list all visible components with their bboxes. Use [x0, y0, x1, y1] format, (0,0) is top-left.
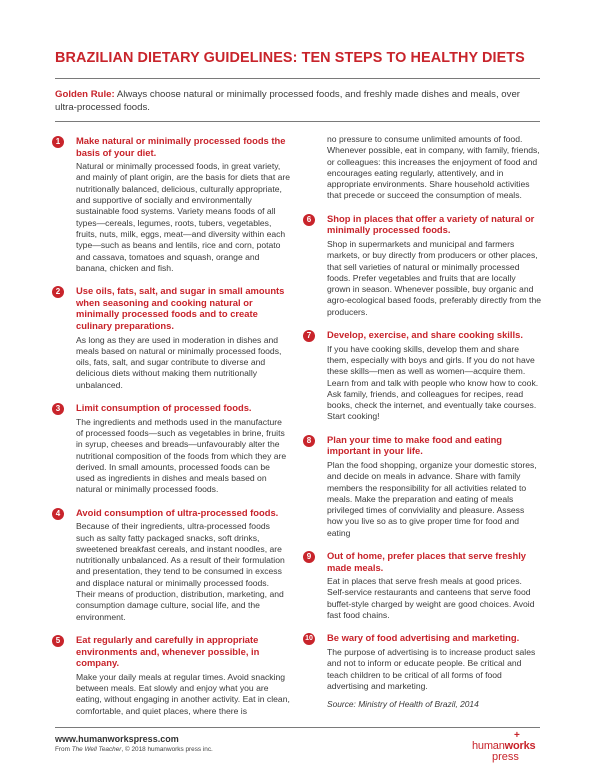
step-title: Plan your time to make food and eating important in your life. [327, 433, 503, 457]
step-title: Make natural or minimally processed foods the basis of your diet. [76, 135, 286, 158]
step-2 [52, 285, 290, 391]
golden-rule [55, 88, 525, 114]
footer-url-link[interactable]: www.humanworkspress.com [55, 734, 179, 744]
humanworks-press-logo [472, 730, 542, 764]
step-body: Make your daily meals at regular times. Avoid snacking between meals. Eat slowly and enjoy what you are eating, without engaging in another activity. Eat in clean, comfortable, and quiet places, where there is [76, 671, 290, 716]
step-title: Shop in places that offer a variety of natural or minimally processed foods. [327, 212, 535, 236]
step-number-badge: 8 [303, 435, 315, 447]
credit-prefix: From [55, 746, 72, 753]
credit-book-title: The Well Teacher [71, 746, 122, 753]
step-body: The purpose of advertising is to increase product sales and not to inform or educate people. Be critical and teach children to be critical of all forms of food advertising and marketing. [327, 646, 536, 691]
golden-rule-divider [55, 121, 540, 122]
step-body: As long as they are used in moderation in dishes and meals based on natural or minimally processed foods, oils, fats, salt, and sugar contribute to diverse and delicious diets without making them nutritionally unbalanced. [76, 334, 282, 390]
step-6 [303, 213, 541, 318]
step-number-badge: 1 [52, 136, 64, 148]
step-3 [52, 402, 290, 496]
step-body: If you have cooking skills, develop them and share them, especially with boys and girls. If you do not have these skills—men as well as women—acquire them. Learn from and talk with people who know how to cook. Ask family, friends, and colleagues for recipes, read books, check the internet, and eventually take courses. Start cooking! [327, 343, 539, 422]
source-citation: Source: Ministry of Health of Brazil, 2014 [327, 699, 479, 710]
step-4 [52, 507, 290, 623]
step-body: Natural or minimally processed foods, in great variety, and mainly of plant origin, are the basis for diets that are nutritionally balanced, delicious, culturally appropriate, and supportive of socially and environmentally sustainable food systems. Variety means foods of all types—cereals, legumes, roots, tubers, vegetables, fruits, nuts, milk, eggs, meat—and diversity within each type—such as beans and lentils, rice and corn, potato and cassava, tomatoes and squash, orange and banana, chicken and fish. [76, 161, 291, 273]
footer-credit [55, 746, 213, 753]
step-number-badge: 4 [52, 508, 64, 520]
step-1 [52, 135, 290, 274]
golden-rule-text: Always choose natural or minimally processed foods, and freshly made dishes and meals, over ultra-processed foods. [55, 89, 520, 113]
step-body: The ingredients and methods used in the manufacture of processed foods—such as vegetables in brine, fruits in syrup, cheeses and breads—unfavourably alter the nutritional composition of the foods from which they are derived. In small amounts, processed foods can be used as ingredients in dishes and meals based on natural or minimally processed foods. [76, 416, 287, 495]
step-5 [52, 634, 290, 717]
left-column [52, 135, 290, 728]
step-body: Eat in places that serve fresh meals at good prices. Self-service restaurants and canteens that serve food buffet-style charged by weight are good choices. Avoid fast food chains. [327, 576, 535, 621]
page-title: BRAZILIAN DIETARY GUIDELINES: TEN STEPS TO HEALTHY DIETS [55, 50, 525, 66]
step-title: Develop, exercise, and share cooking skills. [327, 329, 523, 341]
step-number-badge: 10 [303, 633, 315, 645]
step-number-badge: 3 [52, 403, 64, 415]
step-7 [303, 329, 541, 423]
logo-plus-icon: + [514, 730, 520, 741]
step-number-badge: 6 [303, 214, 315, 226]
right-column [303, 135, 541, 709]
step-title: Limit consumption of processed foods. [76, 402, 252, 414]
step-title: Out of home, prefer places that serve freshly made meals. [327, 549, 527, 573]
golden-rule-label: Golden Rule: [55, 89, 115, 100]
step-10 [303, 632, 541, 692]
logo-human: human [472, 740, 505, 752]
title-divider [55, 78, 540, 79]
logo-works: works [504, 740, 536, 752]
step-5-continued: no pressure to consume unlimited amounts of food. Whenever possible, eat in company, with family, friends, or colleagues: this increases the enjoyment of food and encourages eating regularly, attentively, and in appropriate environments. Share household activities that precede or succeed the consumption of meals. [327, 134, 540, 201]
step-number-badge: 5 [52, 635, 64, 647]
footer-divider [55, 727, 540, 728]
step-body: Plan the food shopping, organize your domestic stores, and decide on meals in advance. Share with family members the responsibility for all activities related to meals. Make the preparation and eating of meals privileged times of conviviality and pleasure. Assess how you live so as to give proper time for food and eating [327, 459, 537, 538]
step-9 [303, 550, 541, 621]
step-number-badge: 7 [303, 330, 315, 342]
step-title: Eat regularly and carefully in appropriate environments and, whenever possible, in company. [76, 633, 260, 669]
step-body: Shop in supermarkets and municipal and farmers markets, or buy directly from producers or other places, that sell varieties of natural or minimally processed foods. Prefer vegetables and fruits that are locally grown in season. Whenever possible, buy organic and agro-ecological based foods, preferably directly from the producers. [327, 238, 542, 317]
credit-suffix: , © 2018 humanworks press inc. [121, 746, 213, 753]
step-body: Because of their ingredients, ultra-processed foods such as salty fatty packaged snacks, soft drinks, sweetened breakfast cereals, and instant noodles, are nutritionally unbalanced. As a result of their formulation and presentation, they tend to be consumed in excess and displace natural or minimally processed foods. Their means of production, distribution, marketing, and consumption damage culture, social life, and the environment. [76, 521, 285, 622]
logo-press: press [492, 751, 519, 763]
step-title: Avoid consumption of ultra-processed foods. [76, 506, 279, 518]
step-title: Use oils, fats, salt, and sugar in small amounts when seasoning and cooking natural or minimally processed foods and to create culinary preparations. [76, 285, 285, 331]
step-number-badge: 9 [303, 551, 315, 563]
step-number-badge: 2 [52, 286, 64, 298]
step-title: Be wary of food advertising and marketing. [327, 632, 520, 644]
step-8 [303, 434, 541, 539]
